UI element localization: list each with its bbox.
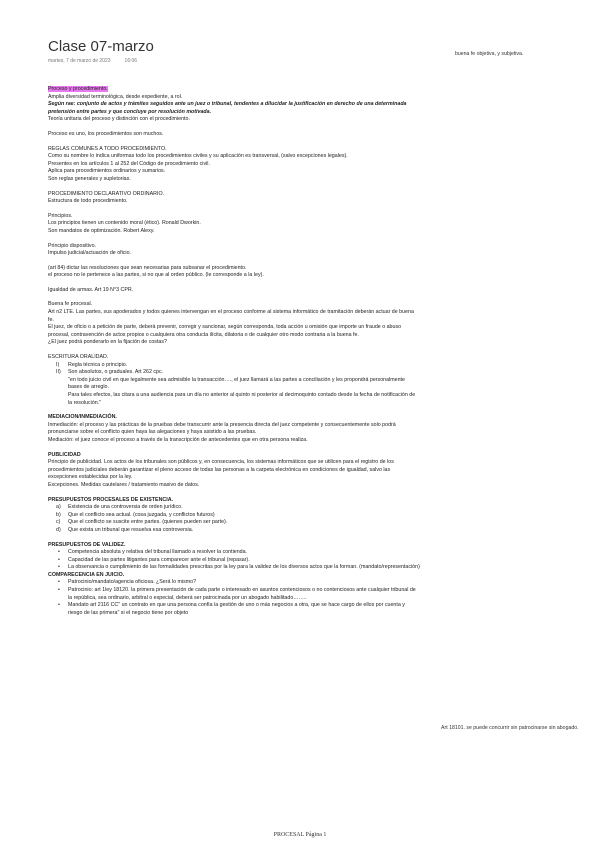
list-item bbox=[48, 602, 420, 617]
section-heading: PRESUPUESTOS PROCESALES DE EXISTENCIA. bbox=[48, 496, 173, 503]
highlighted-heading: Proceso y procedimiento. bbox=[48, 86, 108, 92]
list-item-text: Capacidad de las partes litigantes para comparecer ante el tribunal (repasar). bbox=[68, 556, 250, 563]
list-item-text: Que exista un tribunal que resuelva esa controversia. bbox=[68, 526, 194, 533]
bullet-icon: • bbox=[58, 549, 60, 556]
section-heading: PUBLICIDAD bbox=[48, 451, 81, 458]
bullet-icon: • bbox=[58, 602, 60, 609]
text-line: Estructura de todo procedimiento. bbox=[48, 198, 128, 205]
quote-line: "en todo juicio civil en que legalmente sea admisible la transacción…., el juez llamará a las partes a conciliación y les propondrá personalmente bases de arreglo. bbox=[68, 376, 405, 391]
text-line: El juez, de oficio o a petición de parte, deberá prevenir, corregir y sancionar, según corresponda, toda acción u omisión que importe un fraude o abuso procesal, contravención de actos propios o cualquiera otra conducta ilícita, dilatoria o de cualquier otro modo contraria a la buena fe. bbox=[48, 324, 402, 338]
list-item bbox=[48, 519, 420, 527]
ordered-list bbox=[48, 362, 420, 377]
text-line: Proceso es uno, los procedimientos son muchos. bbox=[48, 130, 164, 137]
list-marker: c) bbox=[56, 519, 61, 526]
list-item bbox=[48, 557, 420, 565]
text-line: ¿El juez podrá ponderarlo en la fijación de costas? bbox=[48, 339, 167, 346]
list-item bbox=[48, 362, 420, 370]
text-line: Principio de publicidad. Los actos de los tribunales son públicos y, en consecuencia, los sistemas informáticos que se utilicen para el registro de los procedimientos judiciales deberán garantizar el pleno acceso de todas las personas a la carpeta electrónica en condiciones de igualdad, salvo las excepciones establecidas por la ley. bbox=[48, 459, 394, 481]
list-item bbox=[48, 527, 420, 535]
text-line: Según rae: conjunto de actos y trámites seguidos ante un juez o tribunal, tendentes a dilucidar la justificación en derecho de una determinada pretensión entre partes y que concluye por resolución motivada. bbox=[48, 101, 407, 115]
list-marker: d) bbox=[56, 526, 61, 533]
list-item-text: La observancia o cumplimiento de las formalidades prescritas por la ley para la validez de los diversos actos que la forman. (mandato/representación) bbox=[68, 564, 420, 571]
list-item bbox=[48, 504, 420, 512]
bullet-list bbox=[48, 549, 420, 572]
text-line: Presentes en los artículos 1 al 252 del Código de procedimiento civil. bbox=[48, 160, 210, 167]
list-item-text: Patrocinio: art 1ley 18120. la primera presentación de cada parte o interesado en asuntos contenciosos o no contenciosos ante cualquier tribunal de la república, sea ordinario, arbitral o especial, deberá ser patrocinada por un abogado habilitado…….. bbox=[68, 587, 416, 601]
text-line: Aplica para procedimientos ordinarios y sumarios. bbox=[48, 168, 166, 175]
text-line: Igualdad de armas. Art 19 N°3 CPR. bbox=[48, 286, 134, 293]
text-line: Como su nombre lo indica uniformas todo los procedimientos civiles y su aplicación es transversal, (salvo excepciones legales). bbox=[48, 153, 348, 160]
list-item bbox=[48, 587, 420, 602]
quote-line: Para tales efectos, las citara a una audiencia para un día no anterior al quinto ni posterior al decimoquinto contado desde la fecha de notificación de la resolución." bbox=[68, 392, 416, 406]
time-text: 16:06 bbox=[124, 58, 138, 64]
list-item bbox=[48, 564, 420, 572]
list-item bbox=[48, 369, 420, 377]
text-line: Principios. bbox=[48, 212, 73, 219]
section-heading: MEDIACION/INMEDIACIÓN. bbox=[48, 414, 117, 421]
section-heading: COMPARECENCIA EN JUICIO. bbox=[48, 571, 125, 578]
text-line: Mediación: el juez conoce el proceso a través de la transcripción de antecedentes que en otra persona realiza. bbox=[48, 436, 308, 443]
list-item-text: Patrocinio/mandato/agencia oficiosa. ¿Será lo mismo? bbox=[68, 579, 197, 586]
text-line: Art n2 LTE. Las partes, sus apoderados y todos quienes intervengan en el proceso conforme al sistema informático de tramitación deberán actuar de buena fe. bbox=[48, 309, 414, 323]
bullet-icon: • bbox=[58, 579, 60, 586]
page-footer: PROCESAL Página 1 bbox=[273, 832, 327, 838]
text-line: Principio dispositivo. bbox=[48, 242, 96, 249]
text-line: Excepciones. Medidas cautelares / tratamiento masivo de datos. bbox=[48, 481, 200, 488]
text-line: Buena fe procesal. bbox=[48, 301, 93, 308]
list-item bbox=[48, 512, 420, 520]
page-title: Clase 07-marzo bbox=[48, 38, 154, 55]
list-item bbox=[48, 549, 420, 557]
list-marker: a) bbox=[56, 504, 61, 511]
list-item-text: Existencia de una controversia de orden jurídico. bbox=[68, 504, 183, 511]
list-item-text: Regla técnica o principio. bbox=[68, 361, 128, 368]
section-heading: PRESUPUESTOS DE VALIDEZ. bbox=[48, 541, 126, 548]
text-line: Inmediación: el proceso y las prácticas de la pruebas debe transcurrir ante la presencia directa del juez competente y consecuentemente solo podrá pronunciarse sobre el conflicto quien haya las alegaciones y haya asistido a las pruebas. bbox=[48, 421, 396, 436]
text-line: Teoría unitaria del proceso y distinción con el procedimiento. bbox=[48, 116, 190, 123]
list-marker: b) bbox=[56, 511, 61, 518]
text-line: Impulso judicial/actuación de oficio. bbox=[48, 250, 132, 257]
text-line: Amplia diversidad terminológica, desde expediente, a rol. bbox=[48, 93, 183, 100]
text-line: Son reglas generales y supletorias. bbox=[48, 175, 131, 182]
list-item-text: Competencia absoluta y relativa del tribunal llamado a resolver la contienda. bbox=[68, 549, 248, 556]
text-line: el proceso no le pertenece a las partes, si no que al orden público. (le corresponde a la ley). bbox=[48, 272, 264, 279]
text-line: Son mandatos de optimización. Robert Alexy. bbox=[48, 227, 155, 234]
page-date bbox=[48, 58, 151, 64]
list-marker: II) bbox=[56, 369, 61, 376]
list-item-text: Que el conflicto se suscite entre partes. (quienes pueden ser parte). bbox=[68, 519, 228, 526]
list-item-text: Son absolutos, o graduales. Art 262 cpc. bbox=[68, 369, 164, 376]
list-item-text: Mandato art 2116 CC" un contrato en que una persona confía la gestión de uno o más negocios a otra, que se hace cargo de ellos por cuenta y riesgo de las primera" si el negocio tiene por objeto bbox=[68, 602, 405, 616]
date-text: martes, 7 de marzo de 2023 bbox=[48, 58, 111, 64]
note-body bbox=[48, 86, 420, 617]
bullet-icon: • bbox=[58, 556, 60, 563]
bullet-list bbox=[48, 579, 420, 617]
text-line: (art 84) dictar las resoluciones que sean necesarias para subsanar el procedimiento. bbox=[48, 264, 247, 271]
side-note: Art 18101. se puede concurrir sin patrocinarse sin abogado. bbox=[441, 725, 579, 731]
section-heading: REGLAS COMUNES A TODO PROCEDIMIENTO. bbox=[48, 145, 167, 152]
bullet-icon: • bbox=[58, 587, 60, 594]
section-heading: ESCRITURA ORALIDAD. bbox=[48, 354, 109, 361]
text-line: Los principios tienen un contenido moral (ético). Ronald Dworkin. bbox=[48, 220, 201, 227]
list-item-text: Que el conflicto sea actual. (cosa juzgada, y conflictos futuros) bbox=[68, 511, 215, 518]
list-marker: I) bbox=[56, 361, 60, 368]
ordered-list bbox=[48, 504, 420, 534]
section-heading: PROCEDIMIENTO DECLARATIVO ORDINARIO. bbox=[48, 190, 165, 197]
bullet-icon: • bbox=[58, 564, 60, 571]
list-item bbox=[48, 579, 420, 587]
side-note: buena fe objetiva, y subjetiva. bbox=[455, 51, 524, 57]
